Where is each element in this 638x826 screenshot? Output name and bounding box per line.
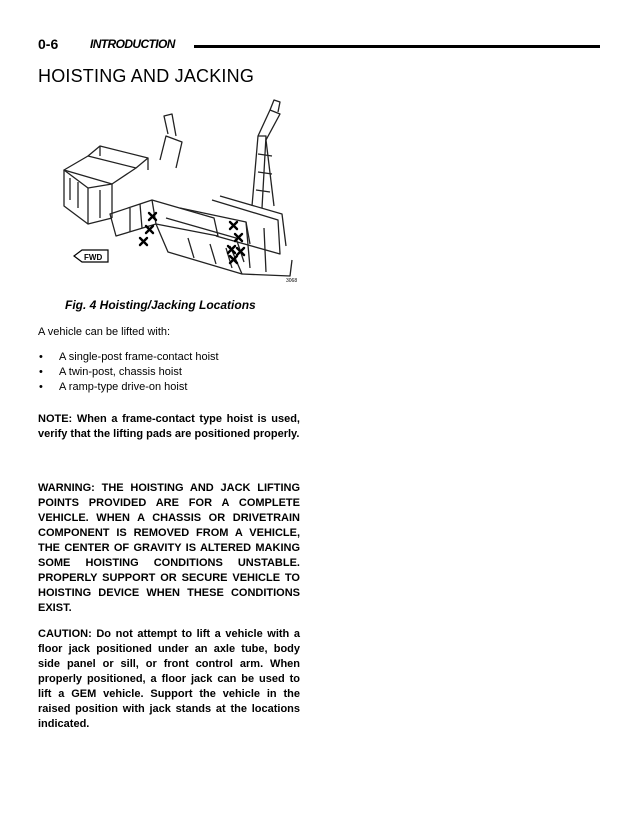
- list-item-text: A single-post frame-contact hoist: [59, 351, 219, 363]
- warning-paragraph: WARNING: THE HOISTING AND JACK LIFTING POINTS PROVIDED ARE FOR A COMPLETE VEHICLE. WHEN A CHASSIS OR DRIVETRAIN COMPONENT IS REMOVED FROM A VEHICLE, THE CENTER OF GRAVITY IS ALTERED MAKING SOME HOISTING CONDITIONS UNSTABLE. PROPERLY SUPPORT OR SECURE VEHICLE TO HOISTING DEVICE WHEN THESE CONDITIONS EXIST.: [38, 482, 300, 614]
- fwd-arrow-icon: [74, 250, 108, 262]
- page-header: [38, 36, 600, 56]
- list-item-text: A twin-post, chassis hoist: [59, 366, 182, 378]
- list-item: [38, 365, 300, 380]
- fwd-label: FWD: [84, 253, 103, 262]
- intro-text: A vehicle can be lifted with:: [38, 326, 171, 338]
- list-item: [38, 380, 300, 395]
- figure-code: 3068: [286, 278, 298, 284]
- header-rule: [194, 45, 600, 48]
- section-name: INTRODUCTION: [90, 37, 175, 51]
- list-item: [38, 350, 300, 365]
- page-number: 0-6: [38, 36, 59, 52]
- bullet-icon: •: [39, 381, 43, 393]
- note-paragraph: NOTE: When a frame-contact type hoist is used, verify that the lifting pads are positioned properly.: [38, 413, 300, 440]
- bullet-icon: •: [39, 366, 43, 378]
- page-title: HOISTING AND JACKING: [38, 66, 255, 86]
- caution-paragraph: CAUTION: Do not attempt to lift a vehicle with a floor jack positioned under an axle tube, body side panel or sill, or front control arm. When properly positioned, a floor jack can be used to lift a GEM vehicle. Support the vehicle in the raised position with jack stands at the locations indicated.: [38, 628, 300, 730]
- bullet-icon: •: [39, 351, 43, 363]
- list-item-text: A ramp-type drive-on hoist: [59, 381, 188, 393]
- figure-caption: Fig. 4 Hoisting/Jacking Locations: [65, 298, 256, 312]
- chassis-diagram: [60, 96, 308, 292]
- figure-hoisting-locations: [60, 96, 308, 292]
- hoist-type-list: [38, 350, 300, 395]
